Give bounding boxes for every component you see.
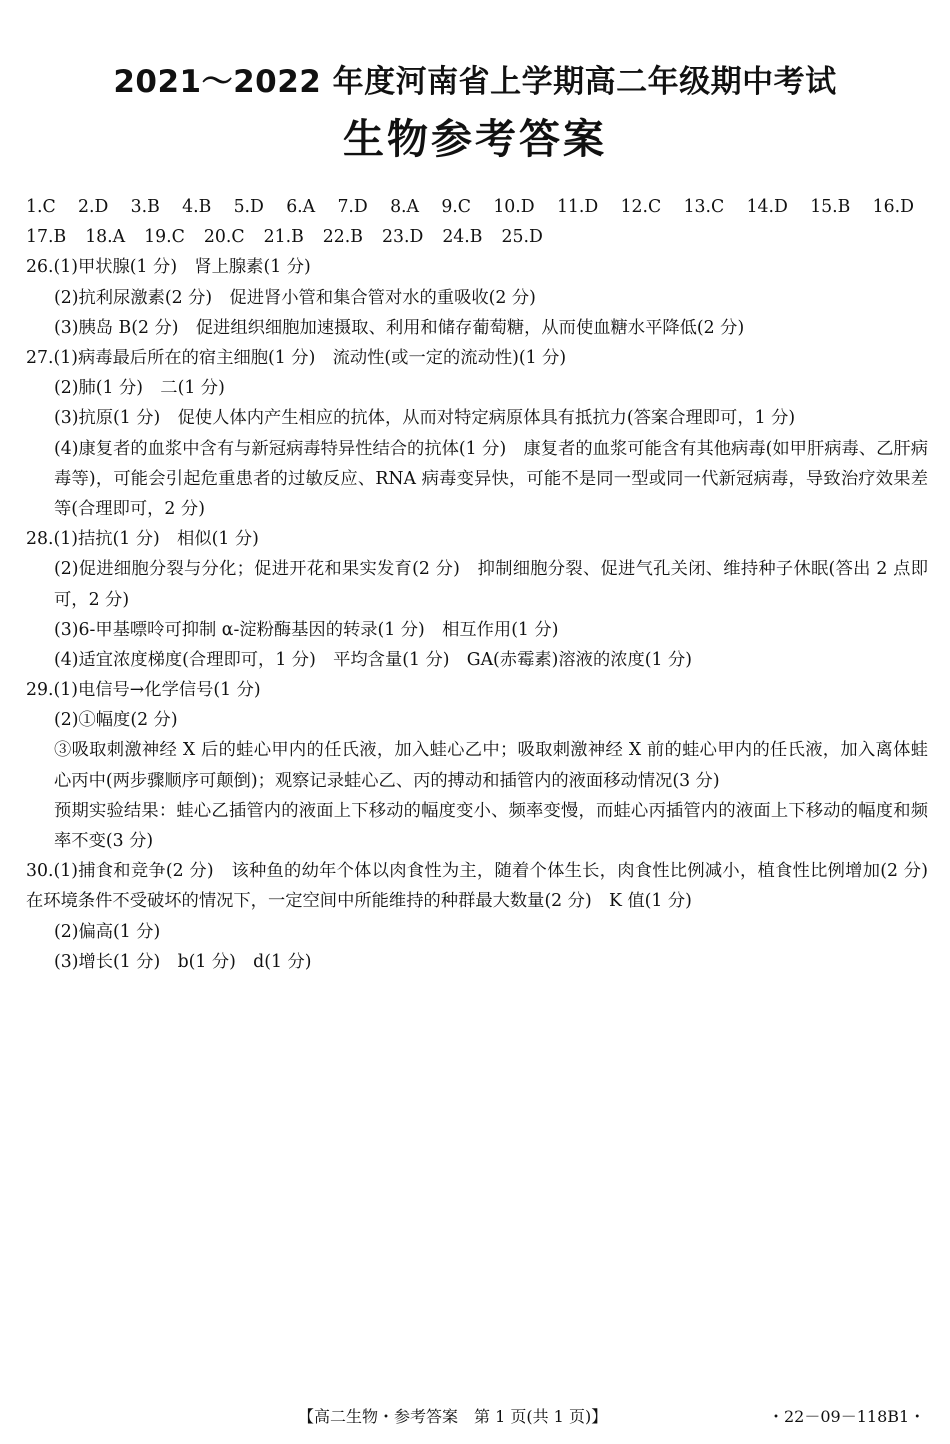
mcq-answer: 17.B: [26, 227, 67, 248]
answer-line: (3)抗原(1 分) 促使人体内产生相应的抗体，从而对特定病原体具有抵抗力(答案合理即可，1 分): [54, 408, 796, 429]
mcq-answer: 10.D: [493, 197, 535, 217]
answer-line: (4)适宜浓度梯度(合理即可，1 分) 平均含量(1 分) GA(赤霉素)溶液的浓度(1 分): [54, 649, 693, 670]
page-footer: 【高二生物・参考答案 第 1 页(共 1 页)】: [298, 1407, 608, 1426]
mcq-answer: 14.D: [746, 197, 788, 217]
answer-paragraph: (4)康复者的血浆中含有与新冠病毒特异性结合的抗体(1 分) 康复者的血浆可能含有其他病毒(如甲肝病毒、乙肝病毒等)，可能会引起危重患者的过敏反应、RNA 病毒变异快，可能不是同一型或同一代新冠病毒，导致治疗效果差等(合理即可，2 分): [54, 438, 928, 519]
answer-line: 29.(1)电信号→化学信号(1 分): [26, 680, 261, 701]
answer-line: (2)①幅度(2 分): [54, 710, 178, 731]
mcq-answers-row-2: [26, 222, 928, 252]
exam-title: 2021～2022 年度河南省上学期高二年级期中考试: [113, 64, 837, 100]
mcq-answers-row-1: [26, 192, 928, 222]
mcq-answer: 18.A: [85, 227, 126, 248]
answer-line: (2)抗利尿激素(2 分) 促进肾小管和集合管对水的重吸收(2 分): [54, 287, 536, 308]
mcq-answer: 2.D: [78, 197, 109, 217]
mcq-answer: 24.B: [442, 227, 483, 248]
answer-line: (2)偏高(1 分): [54, 921, 161, 942]
mcq-answer: 13.C: [683, 197, 725, 217]
mcq-answer: 3.B: [130, 197, 160, 217]
answer-paragraph: ③吸取刺激神经 X 后的蛙心甲内的任氏液，加入蛙心乙中；吸取刺激神经 X 前的蛙心甲内的任氏液，加入离体蛙心丙中(两步骤顺序可颠倒)；观察记录蛙心乙、丙的搏动和插管内的液面移动情况(3 分): [54, 740, 928, 791]
mcq-answer: 23.D: [381, 227, 424, 248]
answer-key-title: 生物参考答案: [343, 115, 607, 163]
mcq-answer: 19.C: [144, 227, 185, 248]
mcq-answer: 22.B: [322, 227, 363, 248]
mcq-answer: 6.A: [286, 197, 316, 217]
answer-paragraph: [26, 856, 946, 916]
mcq-answer: 25.D: [501, 227, 543, 248]
document-code: ・22－09－118B1・: [768, 1407, 926, 1426]
mcq-answer: 1.C: [26, 197, 56, 217]
answer-line: (3)胰岛 B(2 分) 促进组织细胞加速摄取、利用和储存葡萄糖，从而使血糖水平降低(2 分): [54, 317, 745, 338]
mcq-answer: 8.A: [390, 197, 420, 217]
mcq-answer: 7.D: [337, 197, 368, 217]
answer-text: 30.(1)捕食和竞争(2 分) 该种鱼的幼年个体以肉食性为主，随着个体生长，肉食性比例减小，植食性比例增加(2 分) 在环境条件不受破坏的情况下，一定空间中所能维持的种群最大数量(2 分) K 值(1 分): [26, 861, 946, 912]
mcq-answer: 4.B: [182, 197, 212, 217]
mcq-answer: 21.B: [263, 227, 304, 248]
mcq-answer: 20.C: [203, 227, 245, 248]
mcq-answer: 12.C: [620, 197, 662, 217]
mcq-answer: 16.D: [872, 197, 914, 217]
mcq-answer: 11.D: [556, 197, 599, 217]
answer-line: 27.(1)病毒最后所在的宿主细胞(1 分) 流动性(或一定的流动性)(1 分): [26, 347, 567, 368]
answer-content: [26, 192, 946, 977]
mcq-answer: 9.C: [441, 197, 472, 217]
answer-line: (3)6-甲基嘌呤可抑制 α-淀粉酶基因的转录(1 分) 相互作用(1 分): [54, 619, 559, 640]
answer-paragraph: (2)促进细胞分裂与分化；促进开花和果实发育(2 分) 抑制细胞分裂、促进气孔关闭、维持种子休眠(答出 2 点即可，2 分): [54, 559, 928, 610]
answer-line: (2)肺(1 分) 二(1 分): [54, 378, 225, 399]
mcq-answer: 15.B: [810, 197, 851, 217]
answer-paragraph: 预期实验结果：蛙心乙插管内的液面上下移动的幅度变小、频率变慢，而蛙心丙插管内的液面上下移动的幅度和频率不变(3 分): [54, 800, 928, 852]
answer-line: (3)增长(1 分) b(1 分) d(1 分): [54, 951, 312, 972]
answer-line: 26.(1)甲状腺(1 分) 肾上腺素(1 分): [26, 257, 311, 278]
answer-line: 28.(1)拮抗(1 分) 相似(1 分): [26, 529, 259, 550]
mcq-answer: 5.D: [233, 197, 264, 217]
